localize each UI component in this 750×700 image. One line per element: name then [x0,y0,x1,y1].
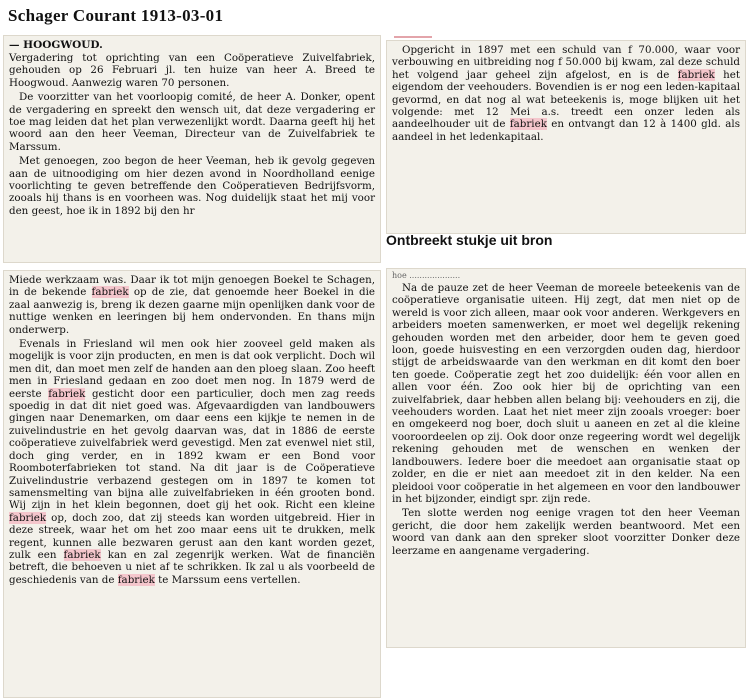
highlighted-word: fabriek [117,573,155,586]
article-paragraph: Met genoegen, zoo begon de heer Veeman, heb ik gevolg gegeven aan de uitnoodiging om hier dezen avond in Noordholland eenige voorlichting te geven betreffende den Coöperatieven Bedrijfsvorm, zooals hij thans is en voorheen was. Nog duidelijk staat het mij voor den geest, hoe ik in 1892 bij den hr [9,155,375,217]
missing-fragment-note: Ontbreekt stukje uit bron [386,232,553,248]
article-paragraph: Miede werkzaam was. Daar ik tot mijn genoegen Boekel te Schagen, in de bekende fabriek op de zie, dat genoemde heer Boekel in die zaal aanwezig is, breng ik dezen gaarne mijn openlijken dank voor de nuttige wenken en leeringen bij hem ondervonden. En thans mijn onderwerp. [9,274,375,336]
highlighted-word: fabriek [63,548,101,561]
article-heading: — HOOGWOUD. [9,39,103,51]
article-paragraph: Ten slotte werden nog eenige vragen tot den heer Veeman gericht, die door hem zakelijk werden beantwoord. Met een woord van dank aan den spreker sloot voorzitter Donker deze leerzame en aangename vergadering. [392,507,740,557]
cut-line: hoe .................... [392,271,461,280]
highlighted-word: fabriek [48,387,86,400]
article-paragraph: Vergadering tot oprichting van een Coöperatieve Zuivelfabriek, gehouden op 26 Februari jl. ten huize van heer A. Breed te Hoogwoud. Aanwezig waren 70 personen. [9,52,375,89]
article-paragraph: Evenals in Friesland wil men ook hier zooveel geld maken als mogelijk is voor zijn producten, en men is dat ook verplicht. Doch wil men dit, dan moet men zelf de handen aan den ploeg slaan. Zoo heeft men in Friesland gedaan en zoo doet men nog. In 1879 werd de eerste fabriek gesticht door een particulier, doch men zag reeds spoedig in dat dit niet goed was. Afgevaardigden van landbouwers gingen naar Denemarken, om daar eens een kijkje te nemen in de zuivelindustrie en het gevolg daarvan was, dat in 1886 de eerste coöperatieve zuivelfabriek werd gevestigd. Men zat evenwel niet stil, doch ging verder, en in 1892 kwam er een Bond voor Roomboterfabrieken tot stand. Na dit jaar is de Coöperatieve Zuivelindustrie verbazend gestegen om in 1897 te komen tot samensmelting van bijna alle zuivelfabrieken in één grooten bond. Wij zijn in het klein begonnen, doet gij het ook. Richt een kleine fabriek op, doch zoo, dat zij steeds kan worden uitgebreid. Hier in deze streek, waar het om het zoo maar eens uit te drukken, melk regent, kunnen alle bezwaren gerust aan den kant worden gezet, zulk een fabriek kan en zal zegenrijk werken. Wat de financiën betreft, die behoeven u niet af te schrikken. Ik zal u als voorbeeld de geschiedenis van de fabriek te Marssum eens vertellen. [9,338,375,586]
highlighted-word: fabriek [509,118,547,131]
article-paragraph: Na de pauze zet de heer Veeman de moreele beteekenis van de coöperatieve organisatie uiteen. Hij zegt, dat men niet op de wereld is voor zich alleen, maar ook voor anderen. Werkgevers en arbeiders moeten samenwerken, er moet wel degelijk rekening gehouden worden met den arbeider, door hem te geven goed loon, goede huisvesting en een verzorgden ouden dag, hierdoor stijgt de arbeidswaarde van den werkman en dit komt den boer ten goede. Coöperatie zegt het zoo duidelijk: één voor allen en allen voor één. Zoo ook hier bij de oprichting van een zuivelfabriek, daar hebben allen belang bij: veehouders en zij, die veehouders worden. Laat het niet meer zijn zooals vroeger: boer en omgekeerd nog boer, doch sluit u aaneen en zet al die kleine vooroordeelen op zij. Ook door onze regeering wordt wel degelijk rekening gehouden met de wenschen en wenken der landbouwers. Iedere boer die meedoet aan organisatie staat op zolder, en die er niet aan meedoet zit in den kelder. Na een pleidooi voor coöperatie in het algemeen en voor den landbouwer in het bijzonder, eindigt spr. zijn rede. [392,282,740,505]
page-title: Schager Courant 1913-03-01 [8,6,224,25]
article-clipping-continued [3,270,381,698]
article-paragraph: Opgericht in 1897 met een schuld van f 70.000, waar voor verbouwing en uitbreiding nog f 50.000 bij kwam, zal deze schuld het volgend jaar geheel zijn afgelost, en is de fabriek het eigendom der veehouders. Bovendien is er nog een leden-kapitaal gevormd, en dat nog al wat beteekenis is, moge blijken uit het volgende: met 12 Mei a.s. treedt een onzer leden als aandeelhouder uit de fabriek en ontvangt dan 12 à 1400 gld. als aandeel in het ledenkapitaal. [392,44,740,143]
article-clipping-hoogwoud [3,35,381,263]
article-clipping-financing [386,40,746,234]
article-paragraph: De voorzitter van het voorloopig comité, de heer A. Donker, opent de vergadering en spreekt den wensch uit, dat deze vergadering er toe mag leiden dat het plan verwezenlijkt wordt. Daarna geeft hij het woord aan den heer Veeman, Directeur van de Zuivelfabriek te Marssum. [9,91,375,153]
highlighted-word: fabriek [9,511,47,524]
highlighted-word: fabriek [91,286,129,299]
article-clipping-after-pause [386,268,746,648]
cut-marker [394,36,432,38]
highlighted-word: fabriek [677,68,715,81]
